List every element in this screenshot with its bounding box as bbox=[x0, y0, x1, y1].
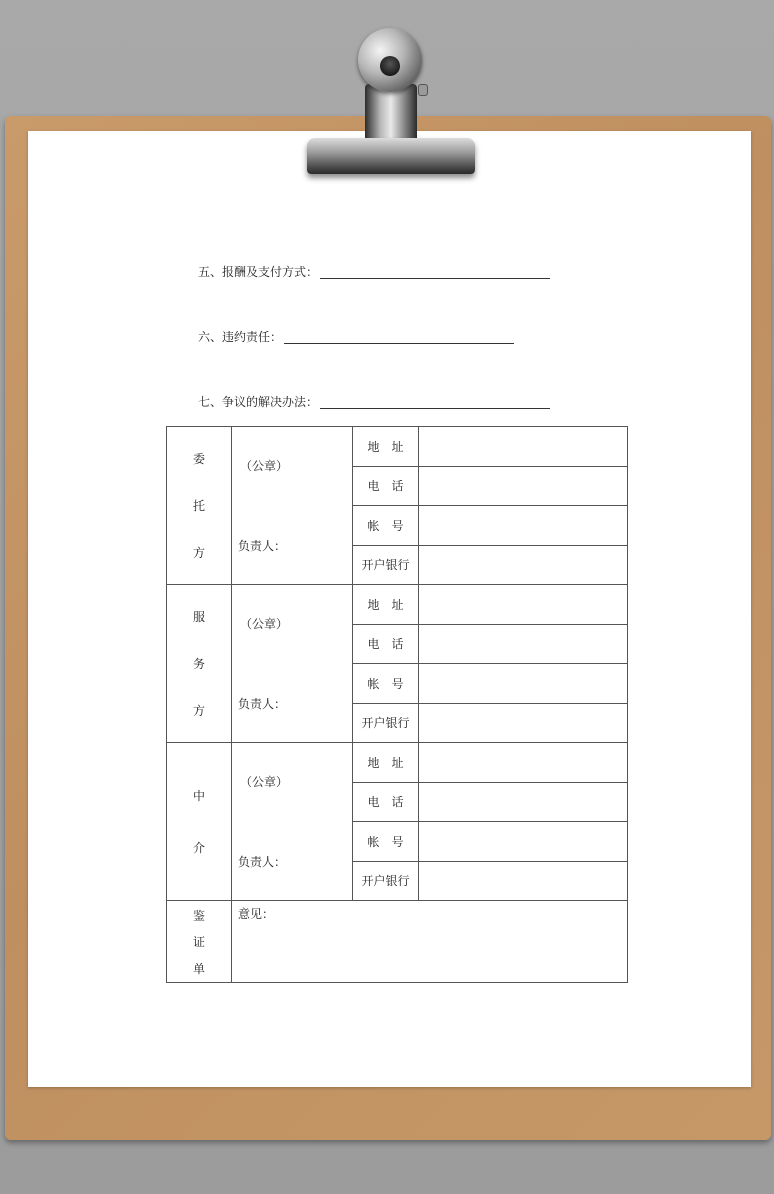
party-provider bbox=[167, 585, 232, 743]
clip-hole bbox=[380, 56, 400, 76]
phone-label: 电 话 bbox=[353, 466, 419, 506]
section-liability bbox=[198, 330, 514, 344]
phone-label: 电 话 bbox=[353, 624, 419, 664]
table-row bbox=[167, 585, 628, 625]
table-row bbox=[167, 427, 628, 467]
account-label: 帐 号 bbox=[353, 506, 419, 546]
section-payment-label: 五、报酬及支付方式： bbox=[198, 265, 319, 279]
account-label: 帐 号 bbox=[353, 664, 419, 704]
address-label: 地 址 bbox=[353, 427, 419, 467]
responsible-label: 负责人： bbox=[238, 697, 287, 711]
address-label: 地 址 bbox=[353, 585, 419, 625]
table-row bbox=[167, 901, 628, 983]
party-client bbox=[167, 427, 232, 585]
responsible-label: 负责人： bbox=[238, 539, 287, 553]
party-char: 务 bbox=[192, 656, 205, 671]
party-char: 鉴 bbox=[192, 908, 205, 923]
client-phone-field[interactable] bbox=[419, 466, 628, 506]
provider-bank-field[interactable] bbox=[419, 703, 628, 743]
contract-signature-table bbox=[166, 426, 628, 983]
seal-label: （公章） bbox=[240, 617, 289, 631]
table-row bbox=[167, 743, 628, 783]
party-char: 方 bbox=[192, 545, 205, 560]
section-liability-label: 六、违约责任： bbox=[198, 330, 283, 344]
section-dispute bbox=[198, 395, 550, 409]
seal-label: （公章） bbox=[240, 775, 289, 789]
provider-phone-field[interactable] bbox=[419, 624, 628, 664]
verification-opinion-cell[interactable] bbox=[232, 901, 628, 983]
clip-neck bbox=[365, 84, 417, 140]
party-char: 介 bbox=[192, 841, 205, 856]
client-seal-cell[interactable] bbox=[232, 427, 353, 585]
party-char: 委 bbox=[192, 452, 205, 467]
binder-clip bbox=[307, 138, 475, 174]
responsible-label: 负责人： bbox=[238, 855, 287, 869]
section-payment bbox=[198, 265, 550, 279]
provider-account-field[interactable] bbox=[419, 664, 628, 704]
provider-seal-cell[interactable] bbox=[232, 585, 353, 743]
party-char: 方 bbox=[192, 703, 205, 718]
party-char: 证 bbox=[192, 935, 205, 949]
party-char: 托 bbox=[192, 498, 205, 513]
party-char: 单 bbox=[192, 961, 205, 976]
account-label: 帐 号 bbox=[353, 822, 419, 862]
client-bank-field[interactable] bbox=[419, 545, 628, 585]
party-char: 服 bbox=[192, 610, 205, 625]
intermediary-account-field[interactable] bbox=[419, 822, 628, 862]
section-dispute-label: 七、争议的解决办法： bbox=[198, 395, 319, 409]
party-char: 中 bbox=[192, 788, 205, 803]
provider-address-field[interactable] bbox=[419, 585, 628, 625]
intermediary-bank-field[interactable] bbox=[419, 861, 628, 901]
client-address-field[interactable] bbox=[419, 427, 628, 467]
clip-hinge bbox=[418, 84, 428, 96]
opinion-label: 意见： bbox=[238, 907, 275, 921]
phone-label: 电 话 bbox=[353, 782, 419, 822]
intermediary-phone-field[interactable] bbox=[419, 782, 628, 822]
bank-label: 开户银行 bbox=[353, 861, 419, 901]
intermediary-address-field[interactable] bbox=[419, 743, 628, 783]
party-intermediary bbox=[167, 743, 232, 901]
bank-label: 开户银行 bbox=[353, 703, 419, 743]
intermediary-seal-cell[interactable] bbox=[232, 743, 353, 901]
address-label: 地 址 bbox=[353, 743, 419, 783]
liability-blank[interactable] bbox=[284, 331, 514, 344]
verification-party bbox=[167, 901, 232, 983]
client-account-field[interactable] bbox=[419, 506, 628, 546]
seal-label: （公章） bbox=[240, 459, 289, 473]
bank-label: 开户银行 bbox=[353, 545, 419, 585]
payment-blank[interactable] bbox=[320, 266, 550, 279]
dispute-blank[interactable] bbox=[320, 396, 550, 409]
